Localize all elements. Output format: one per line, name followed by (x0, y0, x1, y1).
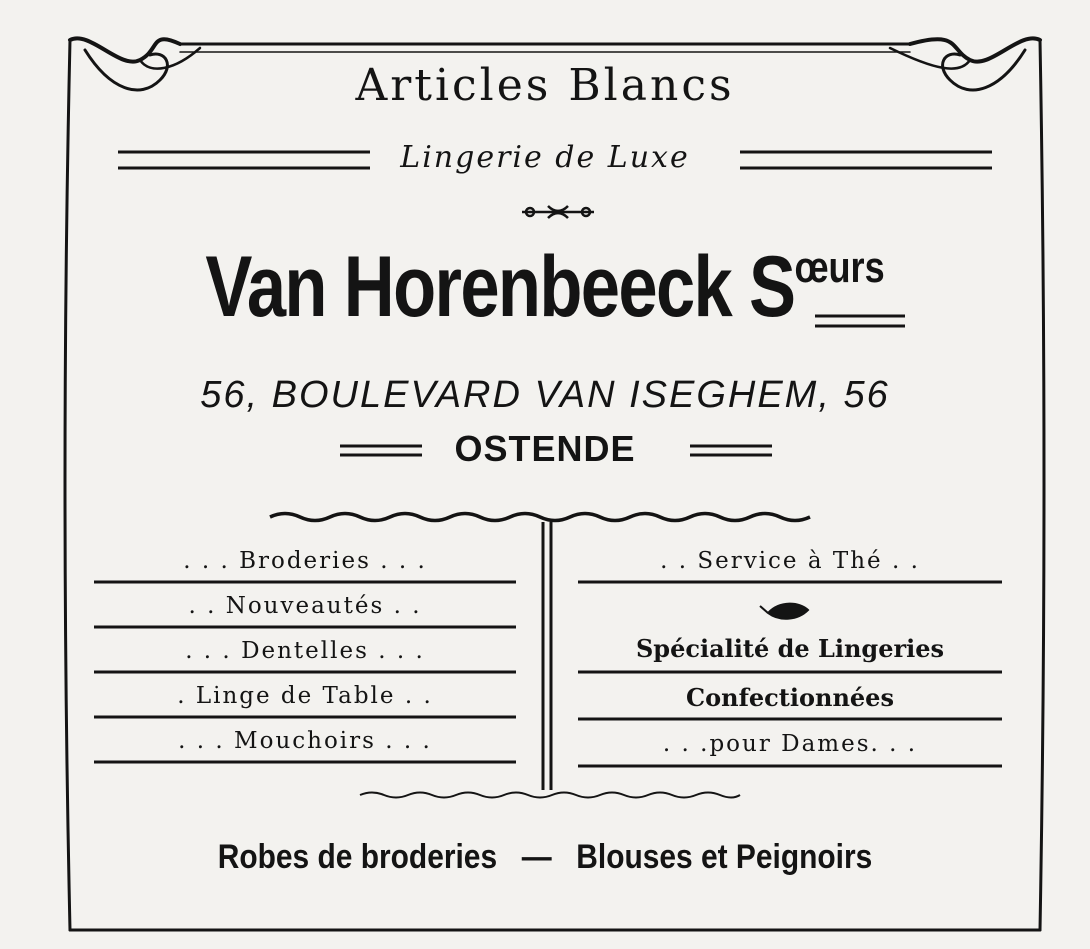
firm-name-main: Van Horenbeeck S (205, 239, 795, 335)
leaf-ornament-icon (760, 604, 808, 619)
list-item: . Linge de Table . . (177, 683, 433, 709)
ornament-divider-icon (522, 206, 594, 218)
subtitle: Lingerie de Luxe (400, 140, 690, 175)
list-item: . . Nouveautés . . (188, 593, 422, 619)
firm-name (98, 238, 992, 337)
footer-left: Robes de broderies (217, 838, 498, 876)
list-item: . . Service à Thé . . (660, 548, 920, 574)
footer-separator: — (521, 838, 552, 876)
list-item: . . . Mouchoirs . . . (178, 728, 432, 754)
title: Articles Blancs (355, 60, 735, 111)
firm-name-suffix: œurs (794, 243, 885, 292)
city: OSTENDE (454, 428, 636, 469)
specialty-line: Confectionnées (686, 683, 894, 712)
specialty-line: Spécialité de Lingeries (635, 634, 945, 663)
footer-line (65, 838, 1024, 877)
footer-right: Blouses et Peignoirs (576, 838, 873, 876)
list-item: . . .pour Dames. . . (662, 731, 918, 757)
list-item: . . . Broderies . . . (183, 548, 427, 574)
address: 56, BOULEVARD VAN ISEGHEM, 56 (200, 374, 890, 416)
list-item: . . . Dentelles . . . (185, 638, 425, 664)
